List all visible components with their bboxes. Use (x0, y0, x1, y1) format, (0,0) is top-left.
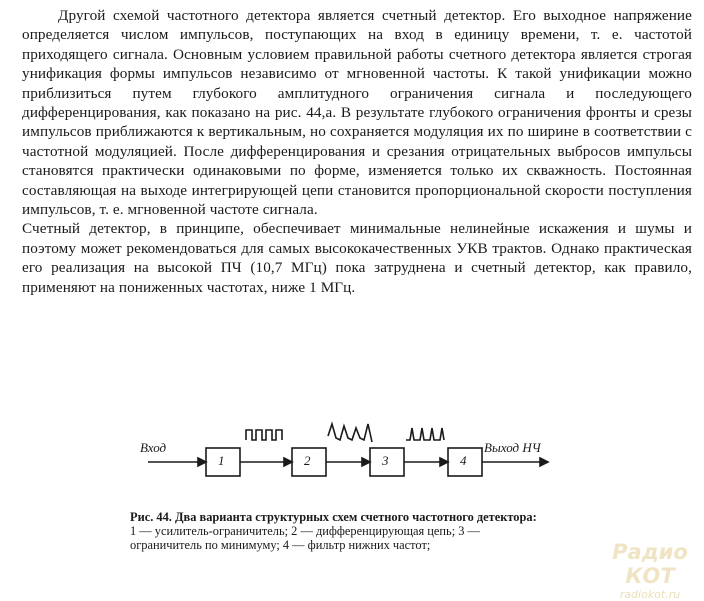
paragraph-2: Счетный детектор, в принципе, обеспечивает минимальные нелинейные искажения и шумы и поэтому может рекомендоваться для самых высококачественных УКВ трактов. Однако практическая его реализация на высокой ПЧ (10,7 МГц) пока затруднена и счетный детектор, как правило, применяют на пониженных частотах, ниже 1 МГц. (22, 220, 692, 296)
waveform-unipolar-pulses-icon (406, 428, 444, 440)
block-diagram (140, 420, 560, 498)
output-label: Выход НЧ (484, 440, 541, 455)
input-label: Вход (140, 440, 167, 455)
watermark-bottom: radiokot.ru (619, 588, 681, 601)
caption-legend: 1 — усилитель-ограничитель; 2 — дифференцирующая цепь; 3 — ограничитель по минимуму; 4 — фильтр нижних частот; (130, 524, 480, 552)
paragraph-1: Другой схемой частотного детектора является счетный детектор. Его выходное напряжение определяется числом импульсов, поступающих на вход в единицу времени, т. е. частотой приходящего сигнала. Основным условием правильной работы счетного детектора является строгая унификация формы импульсов независимо от мгновенной частоты. К такой унификации можно приблизиться путем глубокого амплитудного ограничения сигнала и последующего дифференцирования, как показано на рис. 44,а. В результате глубокого ограничения фронты и срезы импульсов приближаются к вертикальным, но сохраняется модуляция их по ширине в соответствии с частотной модуляцией. После дифференцирования и срезания отрицательных выбросов импульсы становятся практически одинаковыми по форме, изменяется только их скважность. Постоянная составляющая на выходе интегрирующей цепи становится пропорциональной скорости поступления импульсов, т. е. мгновенной частоте сигнала. (22, 7, 692, 219)
body-text (22, 6, 692, 297)
block-diagram-svg (140, 420, 560, 498)
block-2-label: 2 (304, 453, 311, 468)
input-arrow (198, 458, 206, 466)
block-4-label: 4 (460, 453, 467, 468)
arrow-3-4 (440, 458, 448, 466)
output-arrow (540, 458, 548, 466)
watermark-logo (600, 540, 700, 601)
waveform-rectangular-pulses-icon (246, 430, 282, 440)
waveform-differentiated-spikes-icon (328, 424, 372, 442)
watermark-top: Радио КОТ (612, 540, 688, 588)
arrow-1-2 (284, 458, 292, 466)
figure-caption (130, 510, 550, 552)
block-3-label: 3 (382, 453, 389, 468)
block-1-label: 1 (218, 453, 225, 468)
caption-title: Рис. 44. Два варианта структурных схем счетного частотного детектора: (130, 510, 537, 524)
arrow-2-3 (362, 458, 370, 466)
